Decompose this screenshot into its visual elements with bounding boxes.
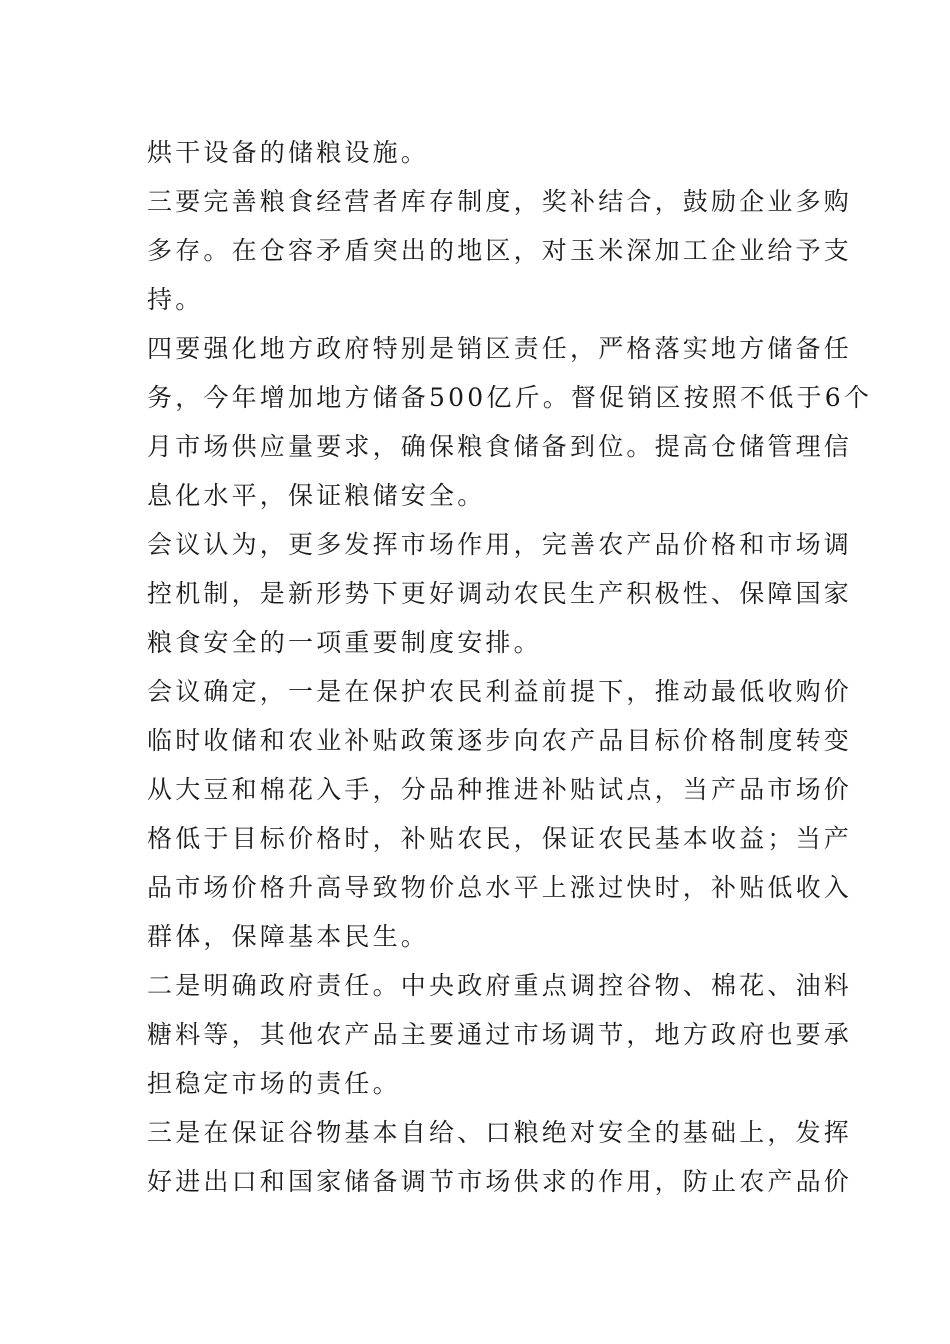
text-line: 粮食安全的一项重要制度安排。 — [147, 628, 542, 657]
text-line: 烘干设备的储粮设施。 — [147, 138, 430, 167]
text-line: 会议认为，更多发挥市场作用，完善农产品价格和市场调 — [147, 530, 853, 559]
text-line: 月市场供应量要求，确保粮食储备到位。提高仓储管理信 — [147, 432, 853, 461]
paragraph-7 — [147, 1108, 853, 1206]
paragraph-3 — [147, 324, 873, 520]
text-line: 息化水平，保证粮储安全。 — [147, 481, 486, 510]
text-line: 四要强化地方政府特别是销区责任，严格落实地方储备任 — [147, 334, 853, 363]
text-line: 控机制，是新形势下更好调动农民生产积极性、保障国家 — [147, 579, 853, 608]
text-line: 临时收储和农业补贴政策逐步向农产品目标价格制度转变 — [147, 726, 853, 755]
text-line: 担稳定市场的责任。 — [147, 1069, 401, 1098]
document-body — [147, 128, 873, 1206]
paragraph-6 — [147, 961, 853, 1108]
text-line: 糖料等，其他农产品主要通过市场调节，地方政府也要承 — [147, 1020, 853, 1049]
text-line: 务，今年增加地方储备500亿斤。督促销区按照不低于6个 — [147, 383, 873, 412]
text-line: 品市场价格升高导致物价总水平上涨过快时，补贴低收入 — [147, 873, 853, 902]
text-line: 二是明确政府责任。中央政府重点调控谷物、棉花、油料 — [147, 971, 853, 1000]
paragraph-1 — [147, 128, 807, 177]
text-line: 三要完善粮食经营者库存制度，奖补结合，鼓励企业多购 — [147, 187, 853, 216]
paragraph-5 — [147, 667, 853, 961]
paragraph-4 — [147, 520, 853, 667]
text-line: 好进出口和国家储备调节市场供求的作用，防止农产品价 — [147, 1167, 853, 1196]
text-line: 持。 — [147, 285, 204, 314]
text-line: 群体，保障基本民生。 — [147, 922, 430, 951]
text-line: 三是在保证谷物基本自给、口粮绝对安全的基础上，发挥 — [147, 1118, 853, 1147]
text-line: 多存。在仓容矛盾突出的地区，对玉米深加工企业给予支 — [147, 236, 853, 265]
paragraph-2 — [147, 177, 853, 324]
text-line: 格低于目标价格时，补贴农民，保证农民基本收益；当产 — [147, 824, 853, 853]
text-line: 从大豆和棉花入手，分品种推进补贴试点，当产品市场价 — [147, 775, 853, 804]
text-line: 会议确定，一是在保护农民利益前提下，推动最低收购价 — [147, 677, 853, 706]
